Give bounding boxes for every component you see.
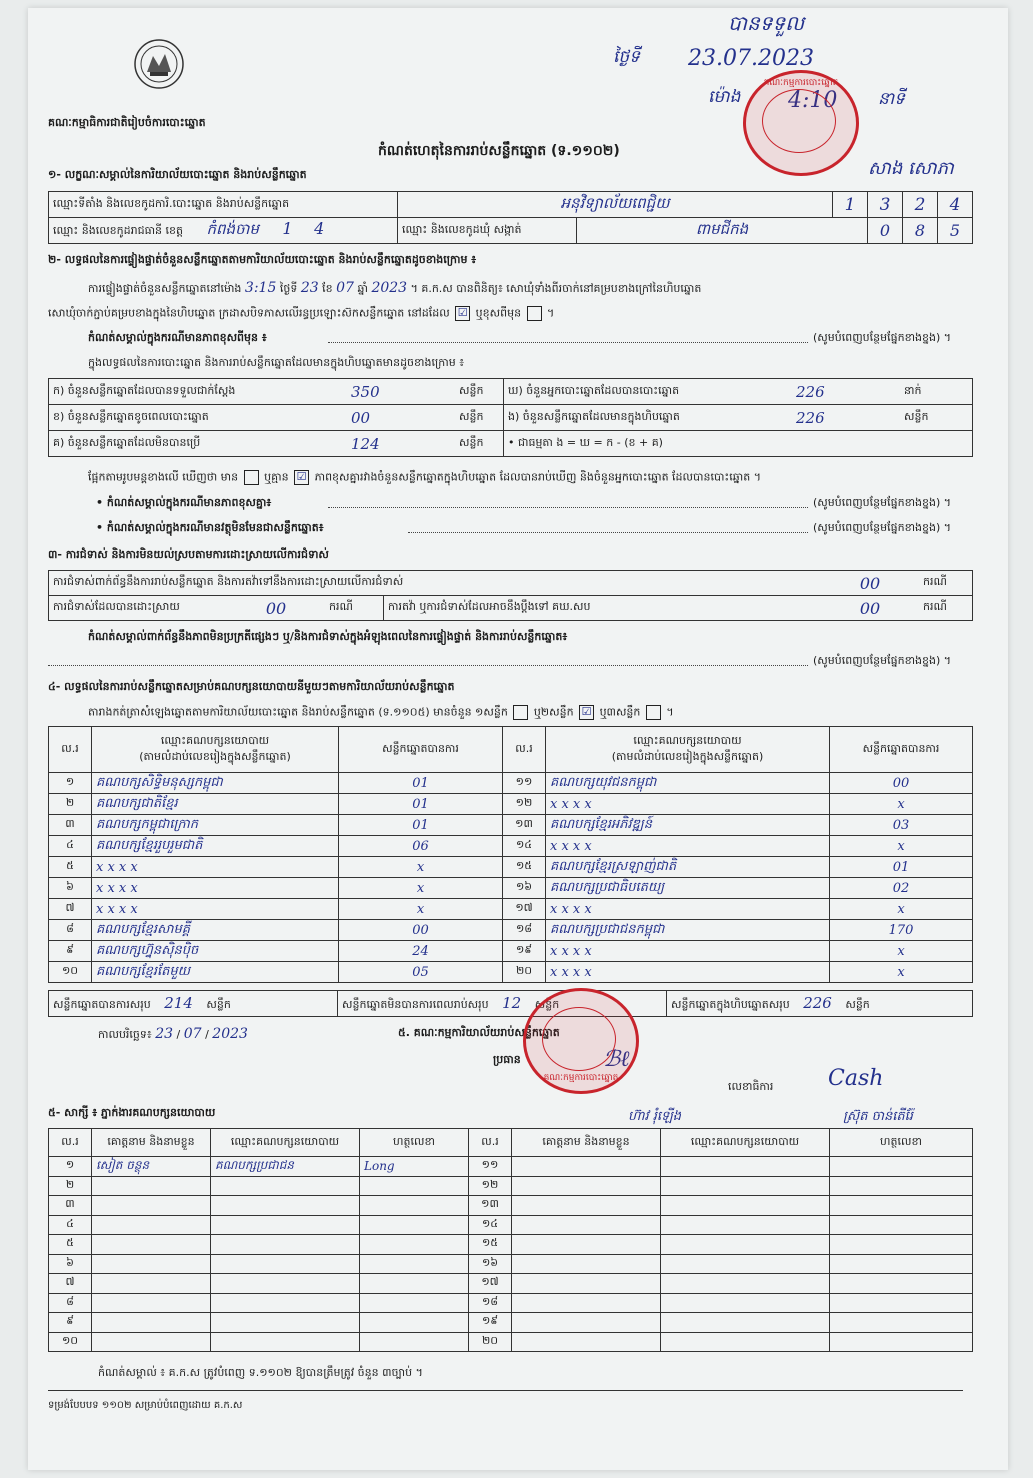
witness-name[interactable]	[92, 1293, 211, 1313]
changed-checkbox[interactable]	[527, 306, 542, 321]
table-row	[49, 857, 973, 878]
party-votes: 01	[339, 773, 503, 794]
spoiled-ballots-label: ខ) ចំនួនសន្លឹកឆ្នោតខូចពេលបោះឆ្នោត	[49, 405, 348, 431]
irregularity-line[interactable]	[48, 665, 808, 666]
total-box-value: 226	[803, 993, 832, 1012]
party-name: គណបក្សសិទ្ធិមនុស្សកម្ពុជា	[92, 773, 339, 794]
witness-name[interactable]	[512, 1293, 661, 1313]
col-header-name: គោត្តនាម និងនាមខ្លួន	[92, 1129, 211, 1157]
witness-name[interactable]	[512, 1157, 661, 1177]
verification-day: 23	[300, 280, 319, 296]
location-code-digit: 4	[938, 192, 973, 218]
party-votes: 01	[339, 794, 503, 815]
total-box-cell: សន្លឹកឆ្នោតក្នុងហិបឆ្នោតសរុប 226 សន្លឹក	[667, 991, 973, 1017]
party-votes: 01	[339, 815, 503, 836]
committee-name: គណៈកម្មាធិការជាតិរៀបចំការបោះឆ្នោត	[48, 116, 206, 129]
witness-no: ៣	[49, 1196, 92, 1216]
witness-name[interactable]	[92, 1254, 211, 1274]
section-2-heading: ២- លទ្ធផលនៃការផ្ទៀងផ្ទាត់ចំនួនសន្លឹកឆ្នោតតាមការិយាល័យបោះឆ្នោត និងរាប់សន្លឹកឆ្នោតដូចខាងក្រោម ៖	[48, 253, 477, 266]
party-votes: x	[830, 794, 973, 815]
witness-name[interactable]	[512, 1254, 661, 1274]
no-difference-checkbox[interactable]: ☑	[294, 470, 309, 485]
witness-name[interactable]	[512, 1176, 661, 1196]
witness-no: ១៤	[469, 1215, 512, 1235]
location-code-digit: 1	[833, 192, 868, 218]
witness-no: ១៨	[469, 1293, 512, 1313]
witness-signature[interactable]	[360, 1196, 469, 1216]
nec-logo-icon	[133, 38, 185, 90]
col-header-party: ឈ្មោះគណបក្សនយោបាយ	[661, 1129, 830, 1157]
party-no: ១៦	[503, 878, 546, 899]
party-no: ៩	[49, 941, 92, 962]
witness-name[interactable]	[512, 1196, 661, 1216]
official-stamp: គណៈកម្មការបោះឆ្នោត	[743, 70, 859, 176]
party-name: គណបក្សជាតិខ្មែរ	[92, 794, 339, 815]
party-name: គណបក្សខ្មែរអភិវឌ្ឍន៍	[546, 815, 830, 836]
totals-table	[48, 990, 973, 1017]
witness-no: ៧	[49, 1274, 92, 1294]
party-name: គណបក្សប្រជាជនកម្ពុជា	[546, 920, 830, 941]
witness-signature[interactable]	[830, 1157, 973, 1177]
form-page: បានទទួល ថ្ងៃទី 23.07.2023 ម៉ោង 4:10 នាទី សាង សោភា គណៈកម្មការបោះឆ្នោត គណៈកម្មាធិការជាតិរៀបចំការបោះឆ្នោត កំណត់ហេតុនៃការរាប់សន្លឹកឆ្នោត (ទ.១១០២) ១- លក្ខណៈសម្គាល់នៃការិយាល័យបោះឆ្នោត និងរាប់សន្លឹកឆ្នោត ឈ្មោះទីតាំង និងលេខកូដការិ.បោះឆ្នោត និងរាប់សន្លឹកឆ្នោត អនុវិទ្យាល័យពេជ្ជិយ 1 3 2 4 ឈ្មោះ និងលេខកូដរាជធានី ខេត្ត កំពង់ចាម 1 4 ឈ្មោះ និងលេខកូដឃុំ សង្កាត់ ពាមជីកង 0 8 5 ២- លទ្ធផលនៃការផ្ទៀងផ្ទាត់ចំនួនសន្លឹកឆ្នោតតាមការិយាល័យបោះឆ្នោត និងរាប់សន្លឹកឆ្នោតដូចខាងក្រោម ៖ ការផ្ទៀងផ្ទាត់ចំនួនសន្លឹកឆ្នោតនៅម៉ោង 3:15 ថ្ងៃទី 23 ខែ 07 ឆ្នាំ 2023 ។ គ.ក.ស បានពិនិត្យ៖ សោឃុំទាំងពីរចាក់នៅគម្របខាងក្រៅនៃហិបឆ្នោត សោឃុំចាក់ភ្ជាប់គម្របខាងក្នុងនៃហិបឆ្នោត ក្រដាសបិទភាសលើរន្ធប្រឡោះស៊កសន្លឹកឆ្នោត នៅដដែល ☑ ឬខុសពីមុន ។ កំណត់សម្គាល់ក្នុងករណីមានភាពខុសពីមុន ៖ (សូមបំពេញបន្ថែមផ្នែកខាងខ្នង) ។ ក្នុងលទ្ធផលនៃការបោះឆ្នោត និងការរាប់សន្លឹកឆ្នោតដែលមានក្នុងហិបឆ្នោតមានដូចខាងក្រោម ៖ ក) ចំនួនសន្លឹកឆ្នោតដែលបានទទួលជាក់ស្តែង 350 សន្លឹក ឃ) ចំនួនអ្នកបោះឆ្នោតដែលបានបោះឆ្នោត 226 នាក់ ខ) ចំនួនសន្លឹកឆ្នោតខូចពេលបោះឆ្នោត 00 សន្លឹក ង) ចំនួនសន្លឹកឆ្នោតដែលមានក្នុងហិបឆ្នោត 226 សន្លឹក គ) ចំនួនសន្លឹកឆ្នោតដែលមិនបានប្រើ 124 សន្លឹក • ជាធម្មតា ង = ឃ = ក - (ខ + គ) ផ្អែកតាមរូបមន្តខាងលើ ឃើញថា មាន ឬគ្មាន ☑ ភាពខុសគ្នារវាងចំនួនសន្លឹកឆ្នោតក្នុងហិបឆ្នោត ដែលបានរាប់ឃើញ និងចំនួនអ្នកបោះឆ្នោត ដែលបានបោះឆ្នោត ។ • កំណត់សម្គាល់ក្នុងករណីមានភាពខុសគ្នា៖ (សូមបំពេញបន្ថែមផ្នែកខាងខ្នង) ។ • កំណត់សម្គាល់ក្នុងករណីមានវត្ថុមិនមែនជាសន្លឹកឆ្នោត៖ (សូមបំពេញបន្ថែមផ្នែកខាងខ្នង) ។ ៣- ការជំទាស់ និងការមិនយល់ស្របតាមការដោះស្រាយលើការជំទាស់ ការជំទាស់ពាក់ព័ន្ធនឹងការរាប់សន្លឹកឆ្នោត និងការតវ៉ាទៅនឹងការដោះស្រាយលើការជំទាស់ 00 ករណី ការជំទាស់ដែលបានដោះស្រាយ 00 ករណី ការតវ៉ា ឬការជំទាស់ដែលអាចនឹងប្តឹងទៅ គឃ.សប 00 ករណី កំណត់សម្គាល់ពាក់ព័ន្ធនឹងភាពមិនប្រក្រតីផ្សេងៗ ឬ/និងការជំទាស់ក្នុងអំឡុងពេលនៃការផ្ទៀងផ្ទាត់ និងការរាប់សន្លឹកឆ្នោត៖ (សូមបំពេញបន្ថែមផ្នែកខាងខ្នង) ។ ៤- លទ្ធផលនៃការរាប់សន្លឹកឆ្នោតសម្រាប់គណបក្សនយោបាយនីមួយៗតាមការិយាល័យរាប់សន្លឹកឆ្នោត តារាងកត់ត្រាសំឡេងឆ្នោតតាមការិយាល័យបោះឆ្នោត និងរាប់សន្លឹកឆ្នោត (ទ.១១០៥) មានចំនួន ១សន្លឹក ឬ២សន្លឹក ☑ ឬ៣សន្លឹក ។ ល.រ ឈ្មោះគណបក្សនយោបាយ (តាមលំដាប់លេខរៀងក្នុងសន្លឹកឆ្នោត) សន្លឹកឆ្នោតបានការ ល.រ ឈ្មោះគណបក្សនយោបាយ (តាមលំដាប់លេខរៀងក្នុងសន្លឹកឆ្នោត) សន្លឹកឆ្នោតបានការ ១ គណបក្សសិទ្ធិមនុស្សកម្ពុជា 01 ១១ គណបក្សយុវជនកម្ពុជា 00 ២ គណបក្សជាតិខ្មែរ 01 ១២ x x x x x ៣ គណបក្សកម្ពុជាក្រោក 01 ១៣ គណបក្សខ្មែរអភិវឌ្ឍន៍ 03 ៤ គណបក្សខ្មែររួបរួមជាតិ 06 ១៤ x x x x x ៥ x x x x x ១៥ គណបក្សខ្មែរស្រឡាញ់ជាតិ 01 ៦ x x x x x ១៦ គណបក្សប្រជាធិបតេយ្យ 02 ៧ x x x x x ១៧ x x x x x ៨ គណបក្សខ្មែរសាមគ្គី 00 ១៨ គណបក្សប្រជាជនកម្ពុជា 170 ៩ គណបក្សហ្វ៊ុនស៊ិនប៉ិច 24 ១៩ x x x x x ១០ គណបក្សខ្មែរតែមួយ 05 ២០ x x x x x សន្លឹកឆ្នោតបានការសរុប 214 សន្លឹក សន្លឹកឆ្នោតមិនបានការពេលរាប់សរុប 12 សន្លឹក សន្លឹកឆ្នោតក្នុងហិបឆ្នោតសរុប 226 សន្លឹក កាលបរិច្ឆេទ៖ 23 / 07 / 2023 ៥. គណៈកម្មការិយាល័យរាប់សន្លឹកឆ្នោត ប្រធាន លេខាធិការ Cash ℬℓ ហ៊ាវ រុំឡើង ស្រ៊ុត ចាន់តើរ៉ែ គណៈកម្មការបោះឆ្នោត ៥- សាក្សី ៖ ភ្នាក់ងារគណបក្សនយោបាយ ល.រ គោត្តនាម និងនាមខ្លួន ឈ្មោះគណបក្សនយោបាយ ហត្ថលេខា ល.រ គោត្តនាម និងនាមខ្លួន ឈ្មោះគណបក្សនយោបាយ ហត្ថលេខា ១ សៀត ចន្ថុន គណបក្សប្រជាជន Long ១១ ២ ១២ ៣ ១៣ ៤ ១៤ ៥ ១៥ ៦ ១៦ ៧ ១៧ ៨ ១៨ ៩ ១៩ ១០ ២០ កំណត់សម្គាល់ ៖ គ.ក.ស ត្រូវបំពេញ ទ.១១០២ ឱ្យបានត្រឹមត្រូវ ចំនួន ៣ច្បាប់ ។ ទម្រង់បែបបទ ១១០២ សម្រាប់បំពេញដោយ គ.ក.ស	[28, 8, 1008, 1470]
table-row	[49, 1235, 973, 1255]
witness-party[interactable]	[661, 1157, 830, 1177]
appeal-value: 00	[821, 596, 919, 621]
verification-time: 3:15	[244, 280, 277, 296]
col-header-no: ល.រ	[469, 1129, 512, 1157]
objection-label: ការជំទាស់ពាក់ព័ន្ធនឹងការរាប់សន្លឹកឆ្នោត និងការតវ៉ាទៅនឹងការដោះស្រាយលើការជំទាស់	[49, 571, 822, 596]
section-4-heading: ៤- លទ្ធផលនៃការរាប់សន្លឹកឆ្នោតសម្រាប់គណបក្សនយោបាយនីមួយៗតាមការិយាល័យរាប់សន្លឹកឆ្នោត	[48, 680, 455, 693]
witness-no: ១១	[469, 1157, 512, 1177]
party-name: គណបក្សខ្មែរសាមគ្គី	[92, 920, 339, 941]
party-results-table	[48, 726, 973, 983]
witness-party[interactable]	[211, 1235, 360, 1255]
party-no: ១១	[503, 773, 546, 794]
witness-party[interactable]	[661, 1176, 830, 1196]
witness-signature[interactable]	[830, 1215, 973, 1235]
total-valid-cell: សន្លឹកឆ្នោតបានការសរុប 214 សន្លឹក	[49, 991, 338, 1017]
witness-name[interactable]	[92, 1274, 211, 1294]
two-sheet-checkbox[interactable]: ☑	[579, 705, 594, 720]
irregularity-note: កំណត់សម្គាល់ពាក់ព័ន្ធនឹងភាពមិនប្រក្រតីផ្សេងៗ ឬ/និងការជំទាស់ក្នុងអំឡុងពេលនៃការផ្ទៀងផ្ទាត់ និងការរាប់សន្លឹកឆ្នោត៖	[88, 630, 568, 643]
witness-signature[interactable]	[360, 1332, 469, 1352]
col-header-no: ល.រ	[503, 727, 546, 773]
commune-code-digit: 0	[868, 218, 903, 244]
witness-party[interactable]	[661, 1293, 830, 1313]
note-difference-line[interactable]	[328, 507, 808, 508]
voters-label: ឃ) ចំនួនអ្នកបោះឆ្នោតដែលបានបោះឆ្នោត	[504, 379, 793, 405]
witness-no: ១០	[49, 1332, 92, 1352]
witness-party[interactable]	[211, 1274, 360, 1294]
footnote: កំណត់សម្គាល់ ៖ គ.ក.ស ត្រូវបំពេញ ទ.១១០២ ឱ្យបានត្រឹមត្រូវ ចំនួន ៣ច្បាប់ ។	[98, 1366, 423, 1379]
received-date-prefix: ថ្ងៃទី	[613, 47, 640, 67]
commune-value: ពាមជីកង	[577, 218, 868, 244]
witness-party[interactable]	[661, 1274, 830, 1294]
resolved-label: ការជំទាស់ដែលបានដោះស្រាយ	[49, 596, 228, 621]
party-votes: x	[339, 878, 503, 899]
note-changed-line[interactable]	[328, 342, 808, 343]
unused-ballots-value: 124	[347, 431, 455, 457]
witness-party[interactable]	[661, 1254, 830, 1274]
president-label: ប្រធាន	[493, 1053, 521, 1066]
form-code: ទម្រង់បែបបទ ១១០២ សម្រាប់បំពេញដោយ គ.ក.ស	[48, 1400, 243, 1411]
commune-label: ឈ្មោះ និងលេខកូដឃុំ សង្កាត់	[398, 218, 577, 244]
witness-name[interactable]	[92, 1332, 211, 1352]
col-header-party: ឈ្មោះគណបក្សនយោបាយ (តាមលំដាប់លេខរៀងក្នុងសន្លឹកឆ្នោត)	[92, 727, 339, 773]
received-ballots-value: 350	[347, 379, 455, 405]
section-3-heading: ៣- ការជំទាស់ និងការមិនយល់ស្របតាមការដោះស្រាយលើការជំទាស់	[48, 548, 329, 561]
party-name: គណបក្សខ្មែរស្រឡាញ់ជាតិ	[546, 857, 830, 878]
party-votes: x	[830, 899, 973, 920]
witness-signature[interactable]	[830, 1274, 973, 1294]
table-row	[49, 1176, 973, 1196]
has-difference-checkbox[interactable]	[244, 470, 259, 485]
col-header-no: ល.រ	[49, 727, 92, 773]
received-ballots-label: ក) ចំនួនសន្លឹកឆ្នោតដែលបានទទួលជាក់ស្តែង	[49, 379, 348, 405]
table-row	[49, 1157, 973, 1177]
location-code-digit: 2	[903, 192, 938, 218]
one-sheet-checkbox[interactable]	[513, 705, 528, 720]
party-no: ១៣	[503, 815, 546, 836]
box-ballots-value: 226	[792, 405, 900, 431]
party-name: x x x x	[546, 941, 830, 962]
formula-note: • ជាធម្មតា ង = ឃ = ក - (ខ + គ)	[504, 431, 973, 457]
col-header-sign: ហត្ថលេខា	[360, 1129, 469, 1157]
table-row	[49, 920, 973, 941]
witness-name[interactable]	[92, 1196, 211, 1216]
party-name: x x x x	[92, 878, 339, 899]
party-no: ៧	[49, 899, 92, 920]
table-row	[49, 1293, 973, 1313]
received-time: 4:10	[788, 88, 838, 113]
col-header-party: ឈ្មោះគណបក្សនយោបាយ	[211, 1129, 360, 1157]
party-no: ១៤	[503, 836, 546, 857]
witness-signature[interactable]	[830, 1254, 973, 1274]
col-header-no: ល.រ	[49, 1129, 92, 1157]
witness-name[interactable]	[92, 1215, 211, 1235]
party-no: ៤	[49, 836, 92, 857]
sheet-count-line: តារាងកត់ត្រាសំឡេងឆ្នោតតាមការិយាល័យបោះឆ្នោត និងរាប់សន្លឹកឆ្នោត (ទ.១១០៥) មានចំនួន ១សន្លឹក ឬ២សន្លឹក ☑ ឬ៣សន្លឹក ។	[88, 705, 674, 719]
table-row	[49, 794, 973, 815]
col-header-name: គោត្តនាម និងនាមខ្លួន	[512, 1129, 661, 1157]
witness-no: ៥	[49, 1235, 92, 1255]
party-no: ២០	[503, 962, 546, 983]
witness-no: ២០	[469, 1332, 512, 1352]
president-signature: ℬℓ	[603, 1047, 630, 1072]
party-no: ១៧	[503, 899, 546, 920]
col-header-votes: សន្លឹកឆ្នោតបានការ	[339, 727, 503, 773]
party-votes: 06	[339, 836, 503, 857]
table-row	[49, 1332, 973, 1352]
committee-signatures-label: ៥. គណៈកម្មការិយាល័យរាប់សន្លឹកឆ្នោត	[398, 1026, 560, 1039]
box-ballots-label: ង) ចំនួនសន្លឹកឆ្នោតដែលមានក្នុងហិបឆ្នោត	[504, 405, 793, 431]
table-row	[49, 1254, 973, 1274]
unused-ballots-label: គ) ចំនួនសន្លឹកឆ្នោតដែលមិនបានប្រើ	[49, 431, 348, 457]
witness-no: ១៧	[469, 1274, 512, 1294]
table-row	[49, 836, 973, 857]
witness-signature[interactable]	[830, 1176, 973, 1196]
party-no: ១	[49, 773, 92, 794]
verification-paragraph: ការផ្ទៀងផ្ទាត់ចំនួនសន្លឹកឆ្នោតនៅម៉ោង 3:15 ថ្ងៃទី 23 ខែ 07 ឆ្នាំ 2023 ។ គ.ក.ស បានពិនិត្យ៖ សោឃុំទាំងពីរចាក់នៅគម្របខាងក្រៅនៃហិបឆ្នោត	[88, 280, 702, 296]
witness-no: ១៦	[469, 1254, 512, 1274]
witness-signature[interactable]	[830, 1293, 973, 1313]
witness-name[interactable]	[512, 1215, 661, 1235]
table-row	[49, 1313, 973, 1333]
objection-table: ការជំទាស់ពាក់ព័ន្ធនឹងការរាប់សន្លឹកឆ្នោត និងការតវ៉ាទៅនឹងការដោះស្រាយលើការជំទាស់ 00 ករណី ការជំទាស់ដែលបានដោះស្រាយ 00 ករណី ការតវ៉ា ឬការជំទាស់ដែលអាចនឹងប្តឹងទៅ គឃ.សប 00 ករណី	[48, 570, 973, 621]
resolved-value: 00	[227, 596, 325, 621]
province-code-digit: 4	[314, 219, 325, 238]
section-1-table	[48, 191, 973, 244]
witness-party[interactable]	[211, 1196, 360, 1216]
party-votes: 01	[830, 857, 973, 878]
witness-signature[interactable]	[830, 1313, 973, 1333]
witness-no: ១២	[469, 1176, 512, 1196]
received-minute: នាទី	[878, 89, 905, 109]
party-votes: 03	[830, 815, 973, 836]
received-note: បានទទួល	[728, 11, 805, 35]
witness-signature[interactable]	[360, 1274, 469, 1294]
three-sheet-checkbox[interactable]	[646, 705, 661, 720]
table-row	[49, 1196, 973, 1216]
witness-party[interactable]: គណបក្សប្រជាជន	[211, 1157, 360, 1177]
party-name: គណបក្សខ្មែររួបរួមជាតិ	[92, 836, 339, 857]
party-name: x x x x	[546, 899, 830, 920]
verification-month: 07	[336, 280, 354, 296]
committee-stamp: គណៈកម្មការបោះឆ្នោត	[523, 988, 639, 1094]
witness-party[interactable]	[661, 1196, 830, 1216]
party-no: ១២	[503, 794, 546, 815]
witness-signature[interactable]: Long	[360, 1157, 469, 1177]
table-row	[49, 815, 973, 836]
secretary-signature: Cash	[828, 1066, 884, 1091]
note-difference-label: • កំណត់សម្គាល់ក្នុងករណីមានភាពខុសគ្នា៖	[96, 496, 272, 509]
table-row	[49, 878, 973, 899]
witness-name[interactable]	[512, 1274, 661, 1294]
party-name: x x x x	[546, 836, 830, 857]
party-name: គណបក្សប្រជាធិបតេយ្យ	[546, 878, 830, 899]
witness-name[interactable]	[92, 1235, 211, 1255]
commune-code-digit: 5	[938, 218, 973, 244]
party-name: x x x x	[546, 794, 830, 815]
table-row	[49, 962, 973, 983]
location-value: អនុវិទ្យាល័យពេជ្ជិយ	[398, 192, 833, 218]
form-title: កំណត់ហេតុនៃការរាប់សន្លឹកឆ្នោត (ទ.១១០២)	[378, 143, 620, 159]
party-votes: x	[830, 836, 973, 857]
section-1-heading: ១- លក្ខណៈសម្គាល់នៃការិយាល័យបោះឆ្នោត និងរាប់សន្លឹកឆ្នោត	[48, 168, 307, 181]
witness-party[interactable]	[211, 1176, 360, 1196]
party-votes: 24	[339, 941, 503, 962]
seal-check-line: សោឃុំចាក់ភ្ជាប់គម្របខាងក្នុងនៃហិបឆ្នោត ក្រដាសបិទភាសលើរន្ធប្រឡោះស៊កសន្លឹកឆ្នោត នៅដដែល ☑ ឬខុសពីមុន ។	[48, 306, 555, 320]
witness-party[interactable]	[661, 1235, 830, 1255]
witness-signature[interactable]	[360, 1176, 469, 1196]
witness-signature[interactable]	[360, 1313, 469, 1333]
witness-party[interactable]	[211, 1215, 360, 1235]
objection-value: 00	[821, 571, 919, 596]
party-name: គណបក្សហ្វ៊ុនស៊ិនប៉ិច	[92, 941, 339, 962]
party-no: ២	[49, 794, 92, 815]
party-name: x x x x	[92, 857, 339, 878]
col-header-votes: សន្លឹកឆ្នោតបានការ	[830, 727, 973, 773]
spoiled-ballots-value: 00	[347, 405, 455, 431]
party-name: x x x x	[546, 962, 830, 983]
party-no: ៨	[49, 920, 92, 941]
footer-divider	[48, 1390, 963, 1391]
party-votes: x	[339, 899, 503, 920]
party-votes: x	[339, 857, 503, 878]
party-no: ១០	[49, 962, 92, 983]
witness-party[interactable]	[661, 1332, 830, 1352]
party-name: គណបក្សខ្មែរតែមួយ	[92, 962, 339, 983]
location-code-digit: 3	[868, 192, 903, 218]
results-intro: ក្នុងលទ្ធផលនៃការបោះឆ្នោត និងការរាប់សន្លឹកឆ្នោតដែលមានក្នុងហិបឆ្នោតមានដូចខាងក្រោម ៖	[88, 356, 465, 369]
receiver-name: សាង សោភា	[868, 158, 954, 179]
witness-no: ៨	[49, 1293, 92, 1313]
signing-date: កាលបរិច្ឆេទ៖ 23 / 07 / 2023	[98, 1026, 248, 1042]
province-label: ឈ្មោះ និងលេខកូដរាជធានី ខេត្ត	[53, 224, 183, 237]
witness-name[interactable]	[512, 1313, 661, 1333]
witness-no: ៩	[49, 1313, 92, 1333]
witness-signature[interactable]	[830, 1332, 973, 1352]
witness-signature[interactable]	[360, 1235, 469, 1255]
witness-no: ១	[49, 1157, 92, 1177]
total-invalid-cell: សន្លឹកឆ្នោតមិនបានការពេលរាប់សរុប 12 សន្លឹក	[338, 991, 667, 1017]
witness-no: ៤	[49, 1215, 92, 1235]
verification-year: 2023	[371, 280, 408, 296]
party-no: ១៥	[503, 857, 546, 878]
secretary-name: ស្រ៊ុត ចាន់តើរ៉ែ	[843, 1109, 913, 1124]
witness-party[interactable]	[211, 1254, 360, 1274]
table-row	[49, 1215, 973, 1235]
section-5-heading: ៥- សាក្សី ៖ ភ្នាក់ងារគណបក្សនយោបាយ	[48, 1106, 216, 1119]
party-no: ១៨	[503, 920, 546, 941]
table-row	[49, 1274, 973, 1294]
table-row	[49, 941, 973, 962]
party-votes: x	[830, 962, 973, 983]
party-name: គណបក្សយុវជនកម្ពុជា	[546, 773, 830, 794]
table-row	[49, 899, 973, 920]
col-header-party: ឈ្មោះគណបក្សនយោបាយ (តាមលំដាប់លេខរៀងក្នុងសន្លឹកឆ្នោត)	[546, 727, 830, 773]
party-votes: 170	[830, 920, 973, 941]
witness-signature[interactable]	[830, 1235, 973, 1255]
witness-table	[48, 1128, 973, 1352]
party-no: ៦	[49, 878, 92, 899]
witness-party[interactable]	[211, 1293, 360, 1313]
witness-no: ១៩	[469, 1313, 512, 1333]
difference-line: ផ្អែកតាមរូបមន្តខាងលើ ឃើញថា មាន ឬគ្មាន ☑ ភាពខុសគ្នារវាងចំនួនសន្លឹកឆ្នោតក្នុងហិបឆ្នោត ដែលបានរាប់ឃើញ និងចំនួនអ្នកបោះឆ្នោត ដែលបានបោះឆ្នោត ។	[88, 470, 761, 484]
secretary-label: លេខាធិការ	[728, 1080, 774, 1093]
witness-signature[interactable]	[360, 1254, 469, 1274]
received-time-prefix: ម៉ោង	[708, 87, 741, 107]
party-no: ៣	[49, 815, 92, 836]
witness-name[interactable]	[512, 1332, 661, 1352]
table-row	[49, 773, 973, 794]
witness-name[interactable]	[512, 1235, 661, 1255]
party-name: x x x x	[92, 899, 339, 920]
witness-signature[interactable]	[360, 1215, 469, 1235]
witness-party[interactable]	[661, 1313, 830, 1333]
party-no: ១៩	[503, 941, 546, 962]
witness-no: ៦	[49, 1254, 92, 1274]
col-header-sign: ហត្ថលេខា	[830, 1129, 973, 1157]
same-checkbox[interactable]: ☑	[455, 306, 470, 321]
ballot-count-table: ក) ចំនួនសន្លឹកឆ្នោតដែលបានទទួលជាក់ស្តែង 350 សន្លឹក ឃ) ចំនួនអ្នកបោះឆ្នោតដែលបានបោះឆ្នោត 226 នាក់ ខ) ចំនួនសន្លឹកឆ្នោតខូចពេលបោះឆ្នោត 00 សន្លឹក ង) ចំនួនសន្លឹកឆ្នោតដែលមានក្នុងហិបឆ្នោត 226 សន្លឹក គ) ចំនួនសន្លឹកឆ្នោតដែលមិនបានប្រើ 124 សន្លឹក • ជាធម្មតា ង = ឃ = ក - (ខ + គ)	[48, 378, 973, 457]
party-votes: 00	[830, 773, 973, 794]
party-votes: x	[830, 941, 973, 962]
party-votes: 00	[339, 920, 503, 941]
witness-party[interactable]	[211, 1332, 360, 1352]
appeal-label: ការតវ៉ា ឬការជំទាស់ដែលអាចនឹងប្តឹងទៅ គឃ.សប	[384, 596, 822, 621]
party-votes: 05	[339, 962, 503, 983]
commune-code-digit: 8	[903, 218, 938, 244]
witness-signature[interactable]	[360, 1293, 469, 1313]
voters-value: 226	[792, 379, 900, 405]
witness-name[interactable]	[92, 1176, 211, 1196]
witness-party[interactable]	[211, 1313, 360, 1333]
party-no: ៥	[49, 857, 92, 878]
witness-name[interactable]: សៀត ចន្ថុន	[92, 1157, 211, 1177]
note-changed-label: កំណត់សម្គាល់ក្នុងករណីមានភាពខុសពីមុន ៖	[88, 331, 267, 344]
note-object-label: • កំណត់សម្គាល់ក្នុងករណីមានវត្ថុមិនមែនជាសន្លឹកឆ្នោត៖	[96, 521, 324, 534]
received-date: 23.07.2023	[688, 46, 814, 71]
witness-name[interactable]	[92, 1313, 211, 1333]
total-invalid-value: 12	[502, 993, 522, 1012]
party-votes: 02	[830, 878, 973, 899]
note-object-line[interactable]	[408, 532, 808, 533]
witness-no: ២	[49, 1176, 92, 1196]
total-valid-value: 214	[164, 993, 193, 1012]
witness-party[interactable]	[661, 1215, 830, 1235]
fill-more-note: (សូមបំពេញបន្ថែមផ្នែកខាងខ្នង) ។	[813, 331, 952, 344]
party-name: គណបក្សកម្ពុជាក្រោក	[92, 815, 339, 836]
witness-no: ១៥	[469, 1235, 512, 1255]
president-name: ហ៊ាវ រុំឡើង	[628, 1109, 682, 1124]
witness-no: ១៣	[469, 1196, 512, 1216]
province-code-digit: 1	[282, 219, 293, 238]
province-value: កំពង់ចាម	[206, 220, 259, 238]
location-label: ឈ្មោះទីតាំង និងលេខកូដការិ.បោះឆ្នោត និងរាប់សន្លឹកឆ្នោត	[49, 192, 398, 218]
witness-signature[interactable]	[830, 1196, 973, 1216]
